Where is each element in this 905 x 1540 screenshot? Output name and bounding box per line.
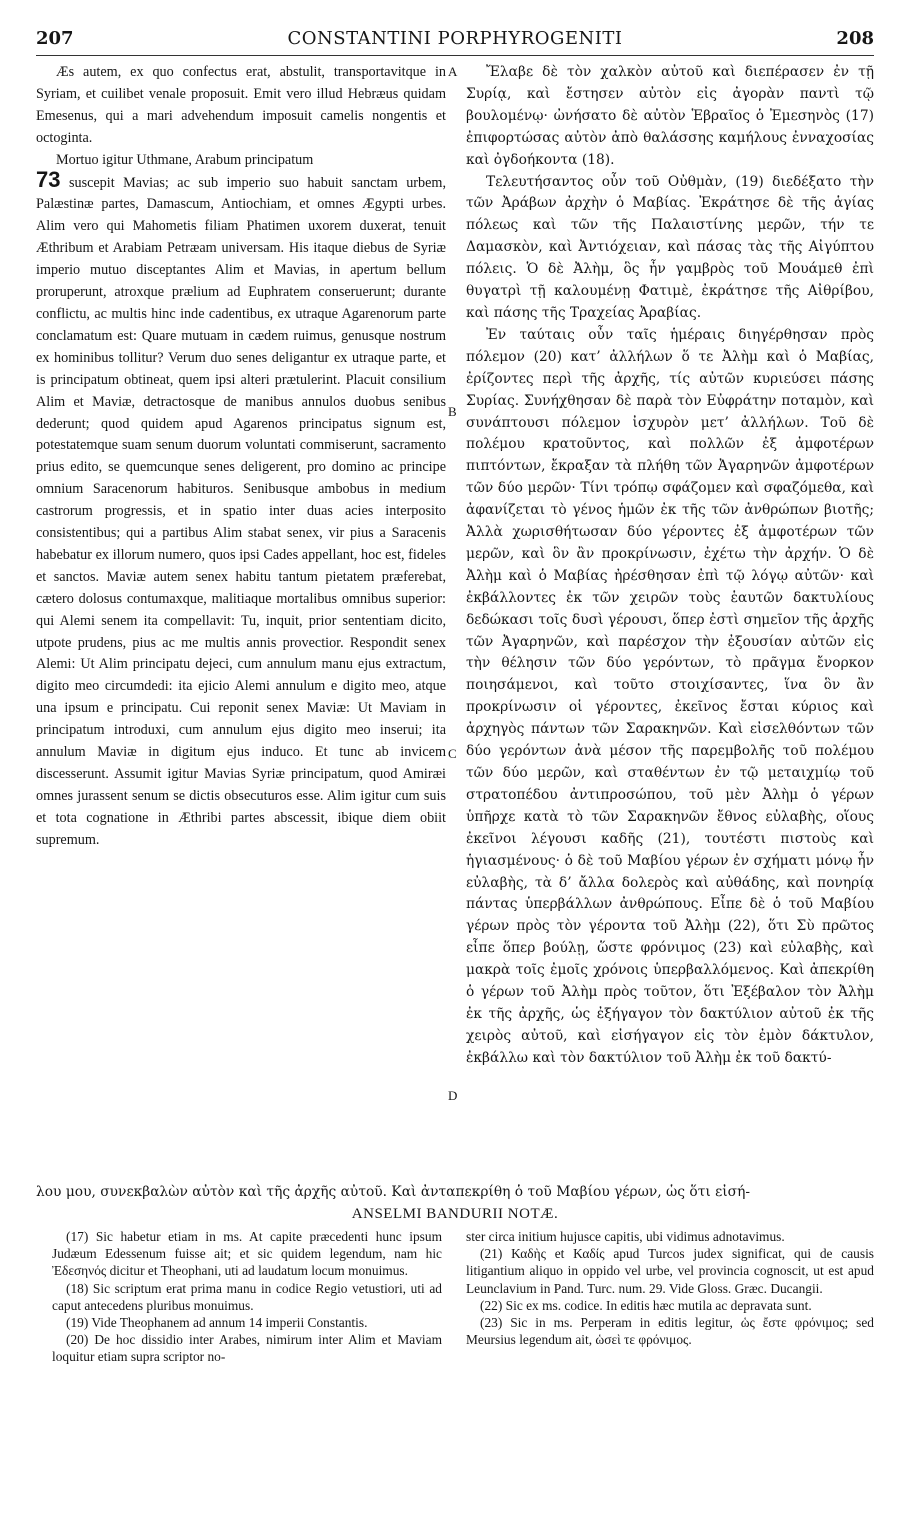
section-number: 73	[36, 166, 61, 192]
latin-paragraph-2-start: Mortuo igitur Uthmane, Arabum principatum	[56, 151, 314, 168]
latin-paragraph-2	[36, 150, 446, 852]
running-title: CONSTANTINI PORPHYROGENITI	[287, 28, 623, 49]
notes-left-column	[52, 1228, 442, 1366]
page-header	[36, 28, 874, 54]
margin-marker-b: B	[448, 404, 457, 419]
greek-paragraph-3: Ἐν ταύταις οὖν ταῖς ἡμέραις διηγέρθησαν πρὸς πόλεμον (20) κατ’ ἀλλήλων ὅ τε Ἀλὴμ καὶ ὁ Μαβίας, ἐρίζοντες περὶ τῆς ἀρχῆς, τίς αὐτῶν κυριεύσει πάσης Συρίας. Συνήχθησαν δὲ παρὰ τὸν Εὐφράτην ποταμὸν, καὶ συνάπτουσι πόλεμον ἰσχυρὸν μετ’ ἀλλήλων. Τοῦ δὲ πολέμου κρατοῦντος, καὶ πολλῶν ἐξ ἀμφοτέρων πιπτόντων, ἔκραξαν τὰ πλήθη τῶν Ἀγαρηνῶν ἀμφοτέρων τῶν δύο μερῶν· Τίνι τρόπῳ σφάζομεν καὶ σφαζόμεθα, καὶ ἀφανίζεται τὸ γένος ἡμῶν ἐκ τῆς τῶν ἀνθρώπων βιοτῆς; Ἀλλὰ χωρισθήτωσαν δύο γέροντες ἐξ ἀμφοτέρων τῶν μερῶν, καὶ ὃν ἂν προκρίνωσιν, ἐχέτω τὴν ἀρχήν. Ὁ δὲ Ἀλὴμ καὶ ὁ Μαβίας ἠρέσθησαν ἐπὶ τῷ λόγῳ αὐτῶν· καὶ ἐκβάλλοντες ἐκ τῶν χειρῶν τοὺς ἑαυτῶν δακτυλίους δεδώκασι τοῖς δυσὶ γέρουσι, ὅπερ ἐστὶ σημεῖον τῆς ἀρχῆς τῶν Ἀγαρηνῶν, καὶ παρέσχον τὴν ἐξουσίαν αὐτῶν εἰς τὴν θέλησιν τῶν δύο γερόντων, τὸ πρᾶγμα ἔνορκον ποιησάμενοι, καὶ τοῦτο στοιχίσαντες, ἵνα ὃν ἂν προκρίνωσιν οἱ γέροντες, ἐκεῖνος ἔσται κύριος καὶ ἀρχηγὸς πάντων τῶν Σαρακηνῶν. Καὶ εἰσελθόντων τῶν δύο γερόντων ἀνὰ μέσον τῆς παρεμβολῆς τοῦ πολέμου τῶν δύο μερῶν, καὶ σταθέντων ἐν τῷ μεταιχμίῳ τοῦ στρατοπέδου ἀντιπροσώπου, τοῦ μὲν Ἀλὴμ ὁ γέρων ὑπῆρχε κατὰ τὸ τῶν Σαρακηνῶν ἔθνος εὐλαβὴς, οἵους ἐκεῖνοι λέγουσι καδῆς (21), τουτέστι πιστοὺς καὶ ἡγιασμένους· ὁ δὲ τοῦ Μαβίου γέρων ἐν σχήματι μόνῳ ἦν εὐλαβὴς, τὰ δ’ ἄλλα δολερὸς καὶ αὐθάδης, καὶ πονηρίᾳ πάντας ὑπερβάλλων ἀνθρώπους. Εἶπε δὲ ὁ τοῦ Μαβίου γέρων πρὸς τὸν γέροντα τοῦ Ἀλὴμ (22), ὅτι Σὺ πρῶτος εἶπε ὅπερ βούλῃ, ὥστε φρόνιμος (23) καὶ εὐλαβὴς, καὶ μακρὰ τοῖς ἐμοῖς χρόνοις ὑπερβαλλόμενος. Καὶ ἀπεκρίθη ὁ γέρων τοῦ Ἀλὴμ πρὸς τοῦτον, ὅτι Ἐξέβαλον τὸν Ἀλὴμ ἐκ τῆς ἀρχῆς, ὡς ἐξήγαγον τὸν δακτύλιον αὐτοῦ ἐκ τῆς χειρὸς αὐτοῦ, καὶ εἰσήγαγον εἰς τὸν ἐμὸν δάκτυλον, ἐκβάλλω καὶ τὸν δακτύλιον τοῦ Ἀλὴμ ἐκ τοῦ δακτύ-	[466, 326, 874, 1066]
note-18: (18) Sic scriptum erat prima manu in codice Regio vetustiori, uti ad caput antecedens pluribus monuimus.	[52, 1280, 442, 1313]
latin-paragraph-1: Æs autem, ex quo confectus erat, abstulit, transportavitque in Syriam, et cuilibet venale proposuit. Emit vero illud Hebræus quidam Emesenus, qui a mari advehendum imposuit camelis nongentis et octoginta.	[36, 64, 446, 146]
note-17: (17) Sic habetur etiam in ms. At capite præcedenti hunc ipsum Judæum Edessenum fuisse ait; et sic quidem legendum, nam hic Ἐδεσηνός dicitur et Theophani, uti ad laudatum locum monuimus.	[52, 1229, 442, 1279]
page-number-right: 208	[836, 28, 874, 49]
margin-marker-c: C	[448, 746, 457, 761]
margin-marker-a: A	[448, 64, 458, 79]
note-19: (19) Vide Theophanem ad annum 14 imperii Constantis.	[66, 1315, 368, 1331]
greek-column	[466, 62, 874, 1070]
note-22: (22) Sic ex ms. codice. In editis hæc mutila ac depravata sunt.	[480, 1297, 812, 1313]
greek-paragraph-2: Τελευτήσαντος οὖν τοῦ Οὐθμὰν, (19) διεδέξατο τὴν τῶν Ἀράβων ἀρχὴν ὁ Μαβίας. Ἐκράτησε δὲ τῆς ἁγίας πόλεως καὶ τῶν τῆς Παλαιστίνης μερῶν, τήν τε Δαμασκὸν, καὶ Ἀντιόχειαν, καὶ πάσας τὰς τῆς Αἰγύπτου πόλεις. Ὁ δὲ Ἀλὴμ, ὃς ἦν γαμβρὸς τοῦ Μουάμεθ ἐπὶ θυγατρὶ τῇ καλουμένῃ Φατιμὲ, ἐκράτησε τῆς Αἰθρίβου, καὶ πάσης τῆς Τραχείας Ἀραβίας.	[466, 173, 874, 321]
header-rule	[36, 55, 874, 56]
page-number-left: 207	[36, 28, 74, 49]
latin-column	[36, 62, 446, 852]
note-20-continued: ster circa initium hujusce capitis, ubi vidimus adnotavimus.	[466, 1229, 785, 1244]
margin-marker-d: D	[448, 1088, 458, 1103]
note-23: (23) Sic in ms. Perperam in editis legitur, ὡς ἔστε φρόνιμος; sed Meursius legendum ait, ὡσεὶ τε φρόνιμος.	[466, 1315, 874, 1348]
note-20: (20) De hoc dissidio inter Arabes, nimirum inter Alim et Maviam loquitur etiam supra scriptor no-	[52, 1332, 442, 1365]
latin-paragraph-2-rest: suscepit Mavias; ac sub imperio suo habuit sanctam urbem, Palæstinæ partes, Damascum, Antiochiam, et omnes Ægypti urbes. Alim vero qui Mahometis filiam Phatimen uxorem duxerat, tenuit Æthribum et Arabiam Petræam universam. His itaque diebus de Syriæ imperio mutuo disceptantes Alim et Mavias, in apertum bellum proruperunt, atroxque prælium ad Euphratem conseruerunt; durante conflictu, ac multis hinc inde cadentibus, ex utraque Agarenorum parte conclamatum est: Quare mutuam in cædem ruimus, genusque nostrum ex hominibus tollitur? Verum duo senes deligantur ex utraque parte, et is principatum obtineat, quem ipsi alteri prætulerint. Placuit consilium Alim et Maviæ, detractosque de manibus annulos duobus senibus dederunt; quod quidem apud Agarenos principatus signum est, potestatemque suam senum duorum voluntati commiserunt, sacramento prius edito, se quemcunque senes deligerent, pro domino ac principe omnium Saracenorum habituros. Senibusque ambobus in medium castrorum progressis, et in spatio inter duas acies interposito consistentibus; qui a partibus Alim stabat senex, vir pius a Saracenis habebatur ex illorum numero, quos ipsi Cades appellant, hoc est, fideles et sanctos. Maviæ autem senex habitu tantum pietatem præferebat, cætero dolosus contumaxque, malitiaque mortalibus omnibus superior: qui Alemi senem ita compellavit: Tu, inquit, prior sententiam dicito, utpote prudens, pius ac me multis annis provectior. Respondit senex Alemi: Ut Alim principatu dejeci, cum annulum manu ejus extractum, digito meo circumdedi: ita ejicio Alemi annulum e digito meo, atque una ipsum e principatu. Cui reponit senex Maviæ: Ut Maviam in principatum introduxi, cum annulum ejus digito meo inserui; ita annulum Maviæ in digitum ejus induco. Et tunc ab invicem discesserunt. Assumit igitur Mavias Syriæ principatum, quod Amiræi omnes jurassent senum se dictis obsecuturos esse. Alim igitur cum suis et tota cognatione in Æthribi partes abscessit, ibique diem obiit supremum.	[36, 174, 446, 848]
notes-heading: ANSELMI BANDURII NOTÆ.	[351, 1206, 559, 1222]
full-width-greek-line: λου μου, συνεκβαλὼν αὐτὸν καὶ τῆς ἀρχῆς αὐτοῦ. Καὶ ἀνταπεκρίθη ὁ τοῦ Μαβίου γέρων, ὡς ὅτι εἰσή-	[36, 1184, 751, 1200]
greek-paragraph-1: Ἔλαβε δὲ τὸν χαλκὸν αὐτοῦ καὶ διεπέρασεν ἐν τῇ Συρίᾳ, καὶ ἔστησεν αὐτὸν εἰς ἀγορὰν παντὶ τῷ βουλομένῳ· ὠνήσατο δὲ αὐτὸν Ἑβραῖος ὁ Ἐμεσηνὸς (17) ἐπιφορτώσας αὐτὸν ἀπὸ θαλάσσης καμήλους ἐνναχοσίας καὶ ὀγδοήκοντα (18).	[466, 64, 874, 168]
notes-right-column	[466, 1228, 874, 1348]
note-21: (21) Καδὴς et Καδίς apud Turcos judex significat, qui de causis litigantium aliquo in oppido vel urbe, vel provincia cognoscit, ut est apud Leunclavium in Pand. Turc. num. 29. Vide Gloss. Græc. Ducangii.	[466, 1246, 874, 1296]
